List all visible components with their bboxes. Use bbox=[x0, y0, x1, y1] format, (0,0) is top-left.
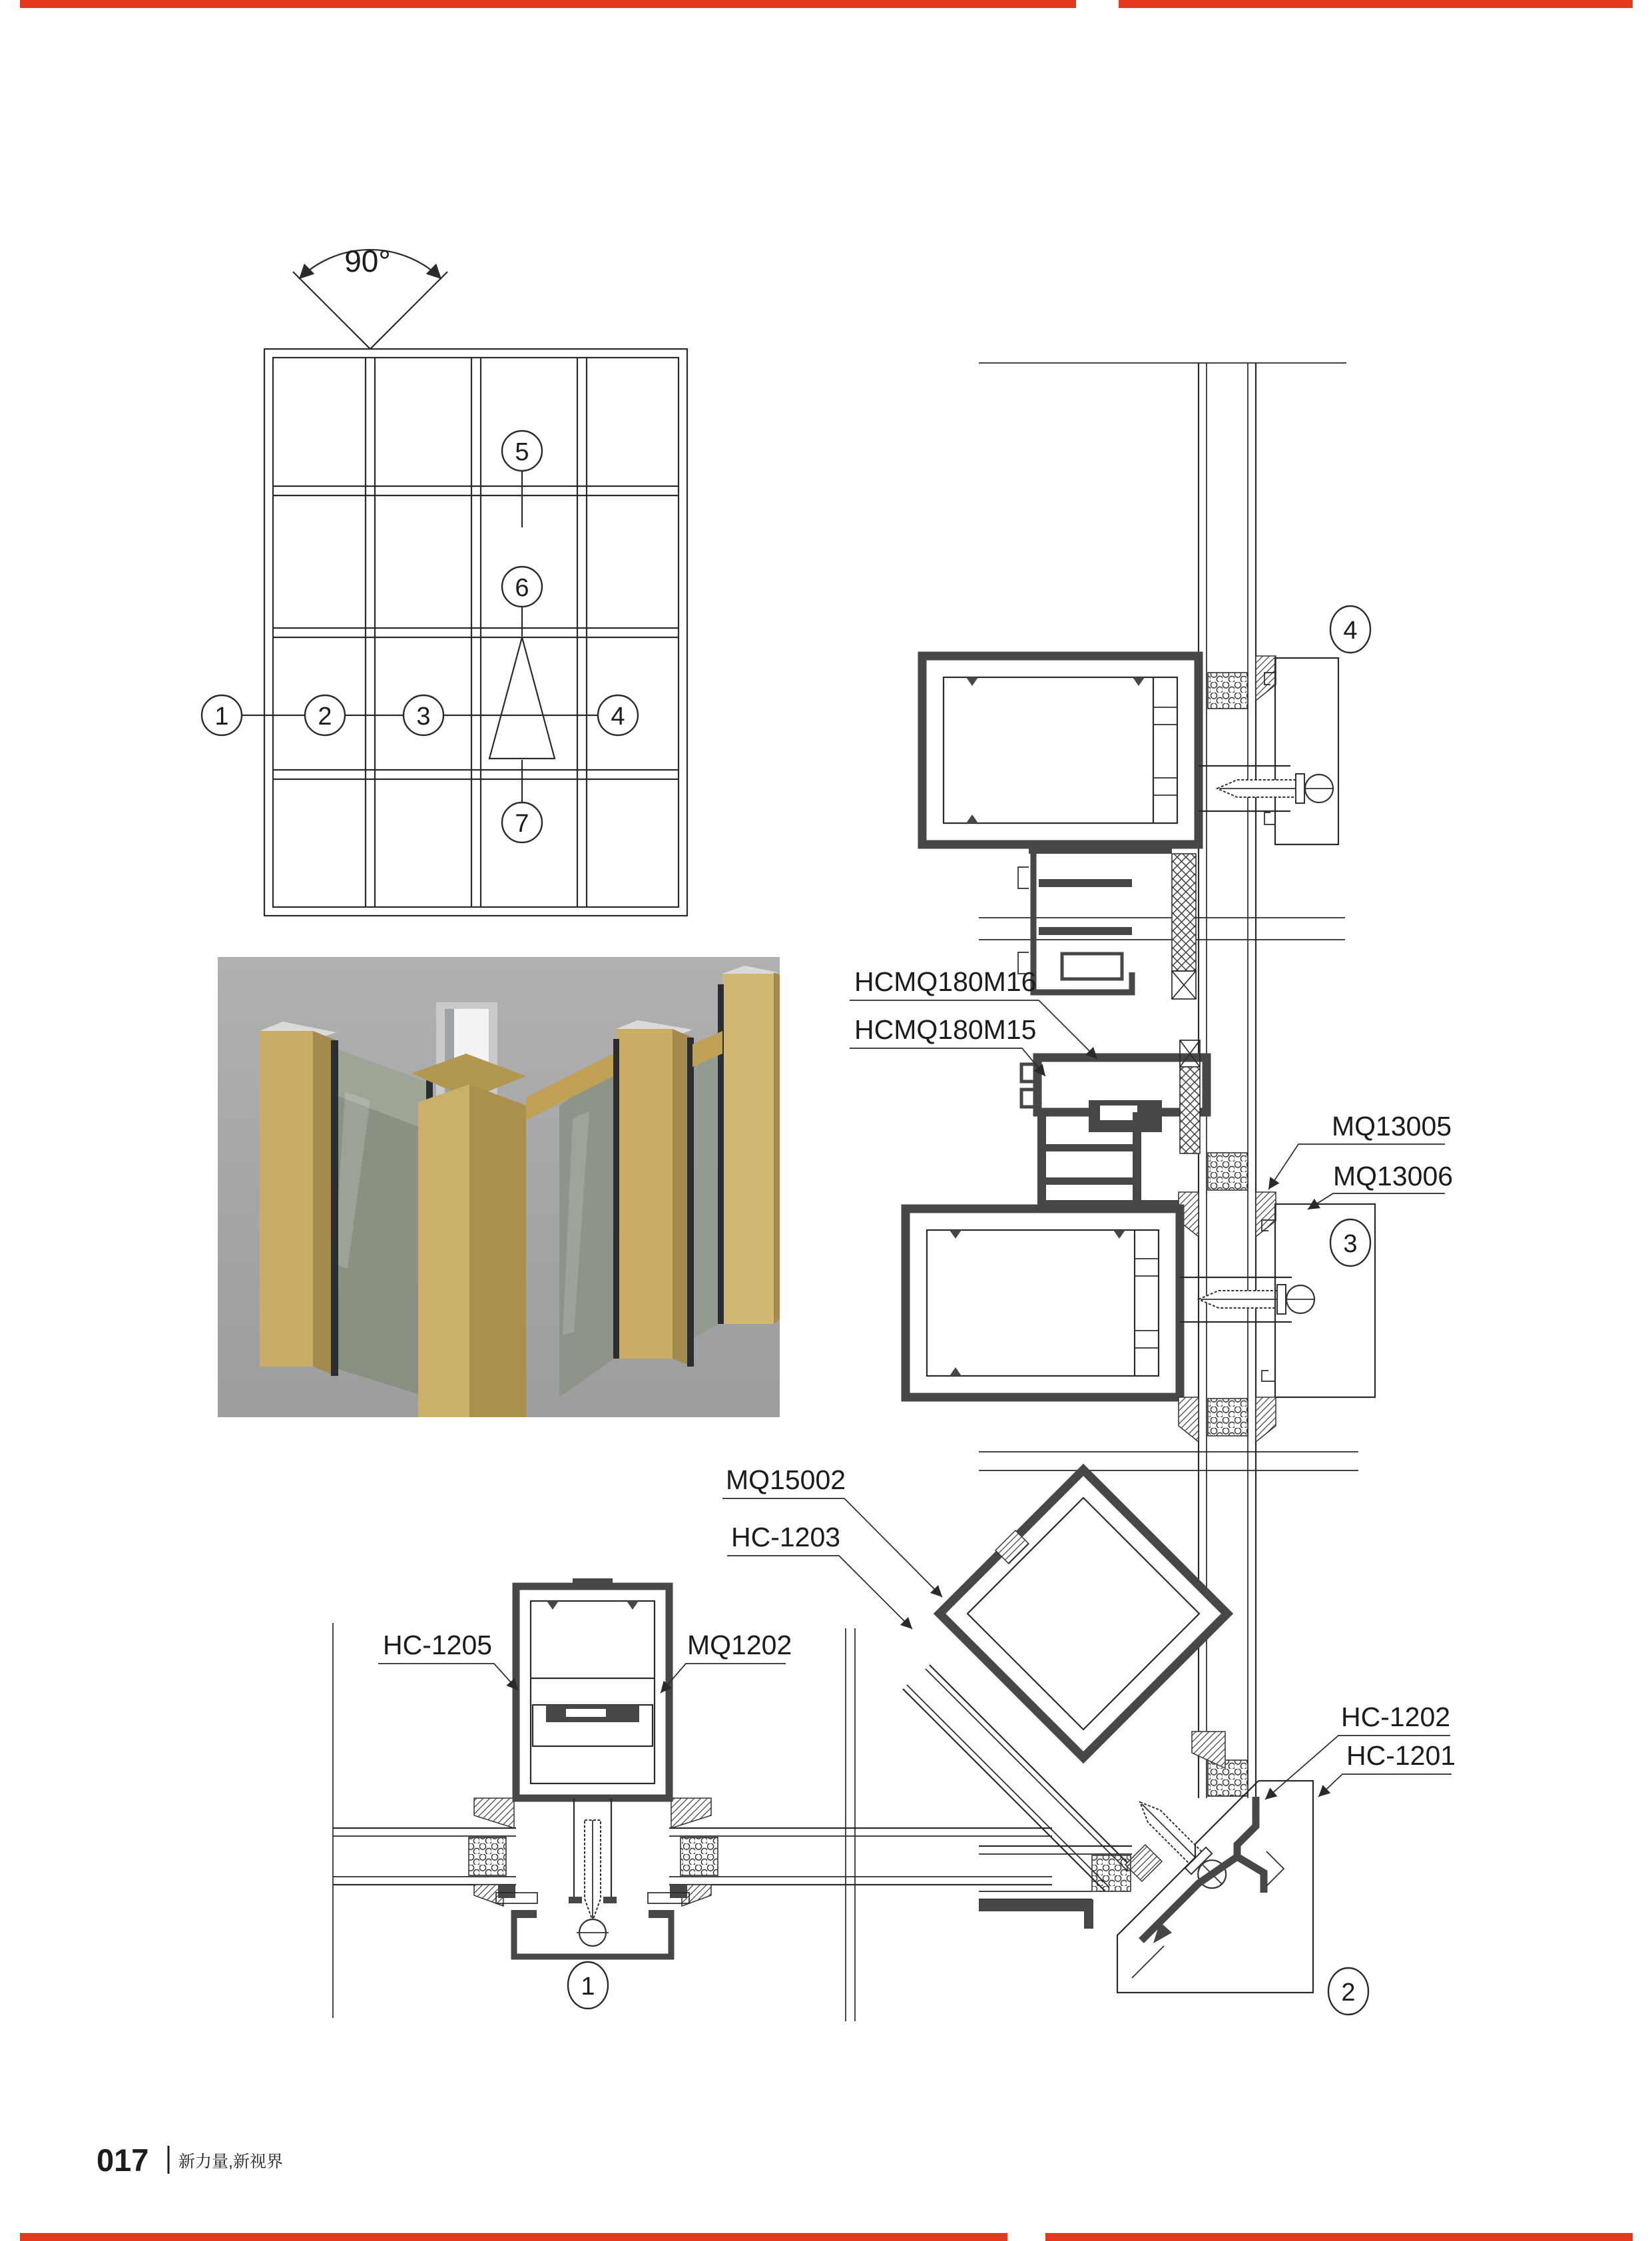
label-mq15002: MQ15002 bbox=[726, 1464, 846, 1495]
angle-annotation bbox=[293, 244, 447, 349]
grid-callout-4: 4 bbox=[611, 703, 625, 731]
grid-callout-1: 1 bbox=[214, 703, 229, 731]
label-hc1201: HC-1201 bbox=[1346, 1740, 1456, 1771]
label-hcmq180m15: HCMQ180M15 bbox=[854, 1014, 1037, 1045]
label-mq13006: MQ13006 bbox=[1333, 1161, 1454, 1191]
section-callout-1: 1 bbox=[581, 1973, 595, 2001]
elevation-diagram bbox=[202, 244, 687, 916]
page-number: 017 bbox=[97, 2142, 149, 2178]
footer-tagline: 新力量,新视界 bbox=[178, 2152, 283, 2171]
grid-callout-3: 3 bbox=[416, 703, 431, 731]
section-detail-3 bbox=[906, 1040, 1375, 1442]
top-red-bar-right bbox=[1119, 0, 1633, 8]
page-footer bbox=[97, 2142, 283, 2178]
grid-callout-6: 6 bbox=[515, 574, 529, 602]
label-mq1202: MQ1202 bbox=[687, 1630, 792, 1660]
bottom-red-bar-left bbox=[20, 2233, 1007, 2241]
label-hc1203: HC-1203 bbox=[731, 1522, 841, 1552]
grid-callout-7: 7 bbox=[515, 810, 529, 838]
label-hcmq180m16: HCMQ180M16 bbox=[854, 966, 1037, 997]
triangle-symbol bbox=[489, 637, 555, 759]
top-red-bar-left bbox=[20, 0, 1076, 8]
angle-label: 90° bbox=[344, 244, 391, 278]
render-image bbox=[218, 957, 780, 1417]
section-detail-corner bbox=[903, 1470, 1368, 2015]
grid-callout-2: 2 bbox=[318, 703, 332, 731]
section-callout-4: 4 bbox=[1343, 617, 1358, 645]
bottom-red-bar-right bbox=[1045, 2233, 1633, 2241]
grid-callout-5: 5 bbox=[515, 438, 529, 466]
label-hc1205: HC-1205 bbox=[383, 1630, 493, 1660]
label-mq13005: MQ13005 bbox=[1332, 1111, 1452, 1141]
label-hc1202: HC-1202 bbox=[1341, 1702, 1451, 1732]
section-callout-2: 2 bbox=[1341, 1979, 1356, 2007]
section-callout-3: 3 bbox=[1343, 1230, 1358, 1258]
